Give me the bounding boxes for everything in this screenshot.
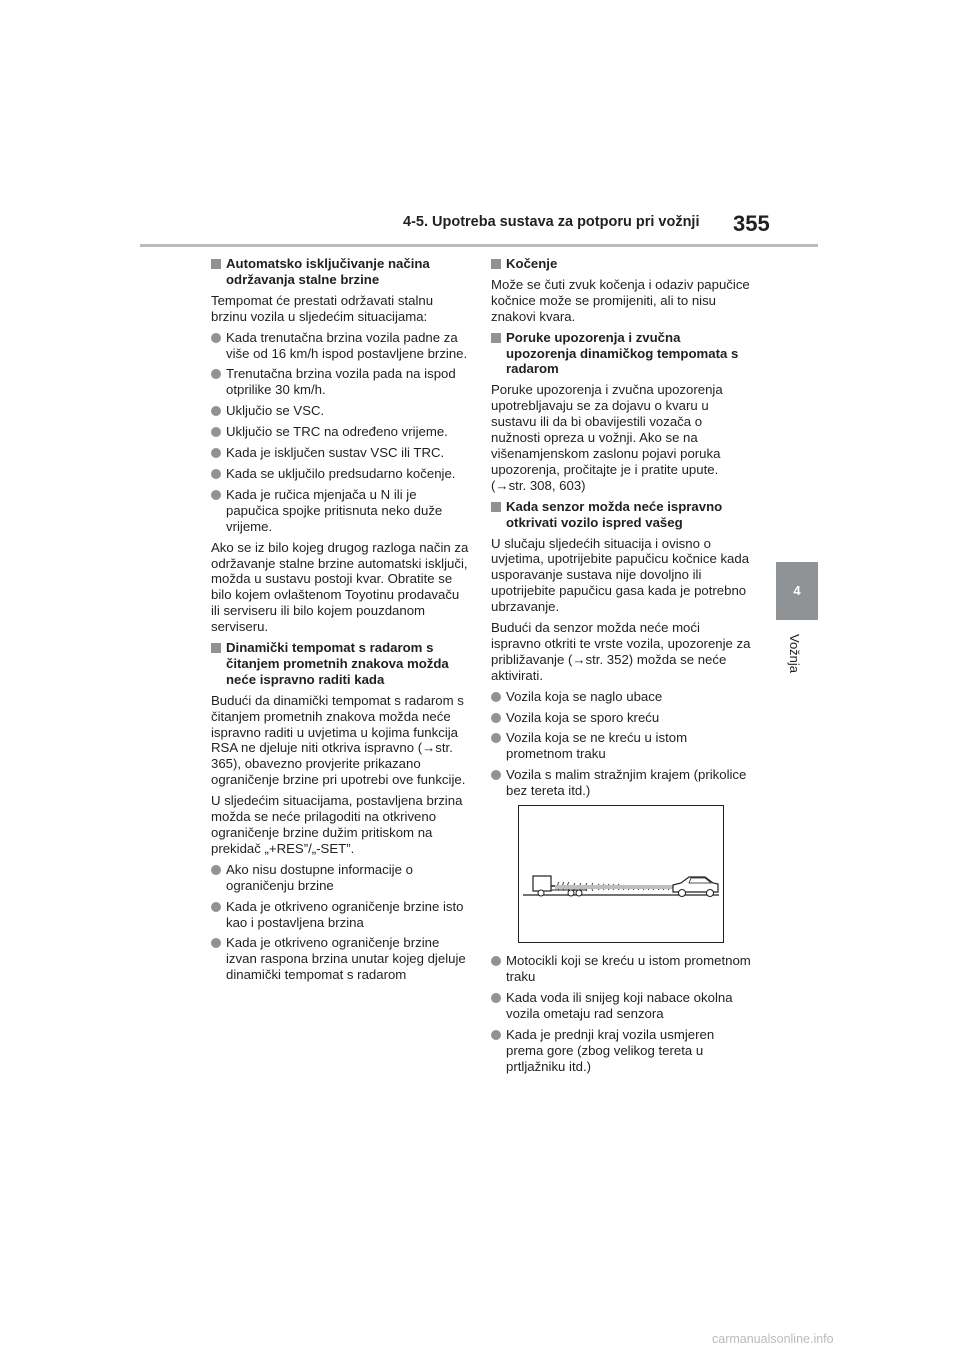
section-heading: Kočenje (491, 256, 751, 272)
list-item: Uključio se TRC na određeno vrijeme. (211, 424, 471, 440)
list-item: Kada je isključen sustav VSC ili TRC. (211, 445, 471, 461)
paragraph: Tempomat će prestati održavati stalnu brzinu vozila u sljedećim situacijama: (211, 292, 434, 324)
paragraph: Poruke upozorenja i zvučna upozorenja upotrebljavaju se za dojavu o kvaru u sustavu ili da bi obavijestili vozača o nužnosti opreza u vožnji. Ako se na višenamjenskom zaslonu pojavi poruka upozorenja, pročitajte je i pratite upute. (→str. 308, 603) (491, 382, 723, 493)
list-item: Ako nisu dostupne informacije o ograničenju brzine (211, 862, 471, 894)
list-item: Kada je otkriveno ograničenje brzine izvan raspona brzina unutar kojeg djeluje dinamički tempomat s radarom (211, 935, 471, 983)
circle-bullet-icon (491, 770, 501, 780)
circle-bullet-icon (491, 1030, 501, 1040)
list-item: Kada je ručica mjenjača u N ili je papučica spojke pritisnuta neko duže vrijeme. (211, 487, 471, 535)
circle-bullet-icon (211, 448, 221, 458)
section-title: 4-5. Upotreba sustava za potporu pri vožnji (403, 214, 700, 230)
paragraph: U sljedećim situacijama, postavljena brzina možda se neće prilagoditi na otkriveno ograničenje brzine dužim pritiskom na prekidač „+RES”/„-SET”. (211, 793, 463, 856)
square-bullet-icon (211, 643, 221, 653)
list-item: Kada trenutačna brzina vozila padne za više od 16 km/h ispod postavljene brzine. (211, 330, 471, 362)
circle-bullet-icon (211, 469, 221, 479)
radar-trailer-car-illustration (518, 805, 724, 943)
list-item: Kada je otkriveno ograničenje brzine isto kao i postavljena brzina (211, 899, 471, 931)
list-item: Uključio se VSC. (211, 403, 471, 419)
square-bullet-icon (211, 259, 221, 269)
section-heading: Kada senzor možda neće ispravno otkrivati vozilo ispred vašeg (491, 499, 751, 531)
list-item: Kada se uključilo predsudarno kočenje. (211, 466, 471, 482)
section-heading: Automatsko isključivanje načina održavanja stalne brzine (211, 256, 471, 288)
section-heading: Dinamički tempomat s radarom s čitanjem prometnih znakova možda neće ispravno raditi kada (211, 640, 471, 688)
list-item: Vozila koja se sporo kreću (491, 710, 751, 726)
circle-bullet-icon (491, 733, 501, 743)
list-item: Vozila s malim stražnjim krajem (prikolice bez tereta itd.) (491, 767, 751, 799)
header-divider (140, 244, 818, 247)
right-column (491, 256, 751, 1079)
footer-watermark: carmanualsonline.info (712, 1332, 834, 1346)
circle-bullet-icon (211, 865, 221, 875)
paragraph: Budući da senzor možda neće moći ispravno otkriti te vrste vozila, upozorenje za približavanje (→str. 352) možda se neće aktivirati. (491, 620, 751, 683)
circle-bullet-icon (211, 427, 221, 437)
chapter-label: Vožnja (787, 634, 802, 674)
left-column (211, 256, 471, 988)
circle-bullet-icon (211, 369, 221, 379)
list-item: Vozila koja se naglo ubace (491, 689, 751, 705)
square-bullet-icon (491, 333, 501, 343)
circle-bullet-icon (491, 993, 501, 1003)
list-item: Kada voda ili snijeg koji nabace okolna vozila ometaju rad senzora (491, 990, 751, 1022)
circle-bullet-icon (211, 902, 221, 912)
paragraph: Ako se iz bilo kojeg drugog razloga način za održavanje stalne brzine automatski isključi, možda u sustavu postoji kvar. Obratite se bilo kojem ovlaštenom Toyotinu prodavaču ili serviseru ili bilo kojem pouzdanom serviseru. (211, 539, 469, 635)
circle-bullet-icon (211, 938, 221, 948)
circle-bullet-icon (491, 956, 501, 966)
circle-bullet-icon (211, 490, 221, 500)
circle-bullet-icon (211, 333, 221, 343)
paragraph: Budući da dinamički tempomat s radarom s čitanjem prometnih znakova možda neće ispravno raditi u uvjetima u kojima funkcija RSA ne djeluje niti otkriva ispravno (→str. 365), obavezno provjerite prikazano ograničenje brzine pri upotrebi ove funkcije. (211, 692, 466, 788)
page-number: 355 (733, 211, 770, 236)
paragraph: Može se čuti zvuk kočenja i odaziv papučice kočnice može se promijeniti, ali to nisu znakovi kvara. (491, 276, 750, 324)
circle-bullet-icon (491, 713, 501, 723)
circle-bullet-icon (211, 406, 221, 416)
square-bullet-icon (491, 502, 501, 512)
list-item: Motocikli koji se kreću u istom prometnom traku (491, 953, 751, 985)
section-heading: Poruke upozorenja i zvučna upozorenja dinamičkog tempomata s radarom (491, 330, 751, 378)
list-item: Vozila koja se ne kreću u istom prometnom traku (491, 730, 751, 762)
list-item: Trenutačna brzina vozila pada na ispod otprilike 30 km/h. (211, 366, 471, 398)
square-bullet-icon (491, 259, 501, 269)
list-item: Kada je prednji kraj vozila usmjeren prema gore (zbog velikog tereta u prtljažniku itd.) (491, 1027, 751, 1075)
circle-bullet-icon (491, 692, 501, 702)
chapter-tab: 4 (776, 562, 818, 620)
paragraph: U slučaju sljedećih situacija i ovisno o uvjetima, upotrijebite papučicu kočnice kada usporavanje sustava nije dovoljno ili upotrijebite papučicu gasa kada je potrebno ubrzavanje. (491, 535, 750, 615)
